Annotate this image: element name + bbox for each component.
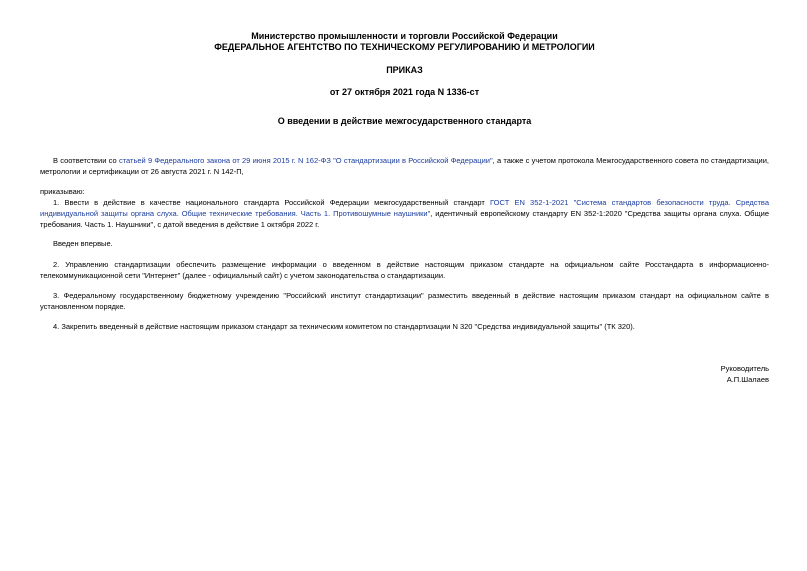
item-4-paragraph: 4. Закрепить введенный в действие настоящим приказом стандарт за техническим комитетом по стандартизации N 320 "Средства индивидуальной защиты" (ТК 320). <box>53 322 635 331</box>
document-subject: О введении в действие межгосударственного стандарта <box>277 116 532 126</box>
preamble-text-after: , а также с учетом протокола Межгосударственного совета по стандартизации, метрологии и сертификации от 26 августа 2021 г. N 142-П, <box>40 156 769 176</box>
item-1-text-before: 1. Ввести в действие в качестве национального стандарта Российской Федерации межгосударственный стандарт <box>53 198 491 207</box>
signatory-title: Руководитель <box>720 364 769 373</box>
item-3-paragraph: 3. Федеральному государственному бюджетному учреждению "Российский институт стандартизации" разместить введенный в действие настоящим приказом стандарт на официальном сайте в установленном порядке. <box>40 291 769 311</box>
item-1-text-after: , идентичный европейскому стандарту EN 352-1:2020 "Средства защиты органа слуха. Общие требования. Часть 1. Наушники", с датой введения в действие 1 октября 2022 г. <box>40 209 769 229</box>
introduced-first: Введен впервые. <box>53 239 113 248</box>
document-page <box>40 0 769 571</box>
preamble-text-before: В соответствии со <box>53 156 119 165</box>
document-type: ПРИКАЗ <box>386 65 423 75</box>
ministry-name: Министерство промышленности и торговли Российской Федерации <box>251 31 558 41</box>
item-2-paragraph: 2. Управлению стандартизации обеспечить размещение информации о введенном в действие настоящим приказом стандарте на официальном сайте Росстандарта в информационно-телекоммуникационной сети "Интернет" (далее - официальный сайт) с учетом законодательства о стандартизации. <box>40 260 769 280</box>
document-date-number: от 27 октября 2021 года N 1336-ст <box>329 87 480 97</box>
signatory-name: А.П.Шалаев <box>726 375 769 384</box>
gost-link[interactable]: ГОСТ EN 352-1-2021 "Система стандартов безопасности труда. Средства индивидуальной защиты органа слуха. Общие технические требования. Часть 1. Противошумные наушники" <box>40 198 769 218</box>
order-word: приказываю: <box>40 187 85 196</box>
item-1-paragraph <box>40 197 769 230</box>
preamble-paragraph <box>40 155 769 177</box>
law-link[interactable]: статьей 9 Федерального закона от 29 июня 2015 г. N 162-ФЗ "О стандартизации в Российской Федерации" <box>118 156 493 165</box>
agency-name: ФЕДЕРАЛЬНОЕ АГЕНТСТВО ПО ТЕХНИЧЕСКОМУ РЕГУЛИРОВАНИЮ И МЕТРОЛОГИИ <box>214 42 595 52</box>
